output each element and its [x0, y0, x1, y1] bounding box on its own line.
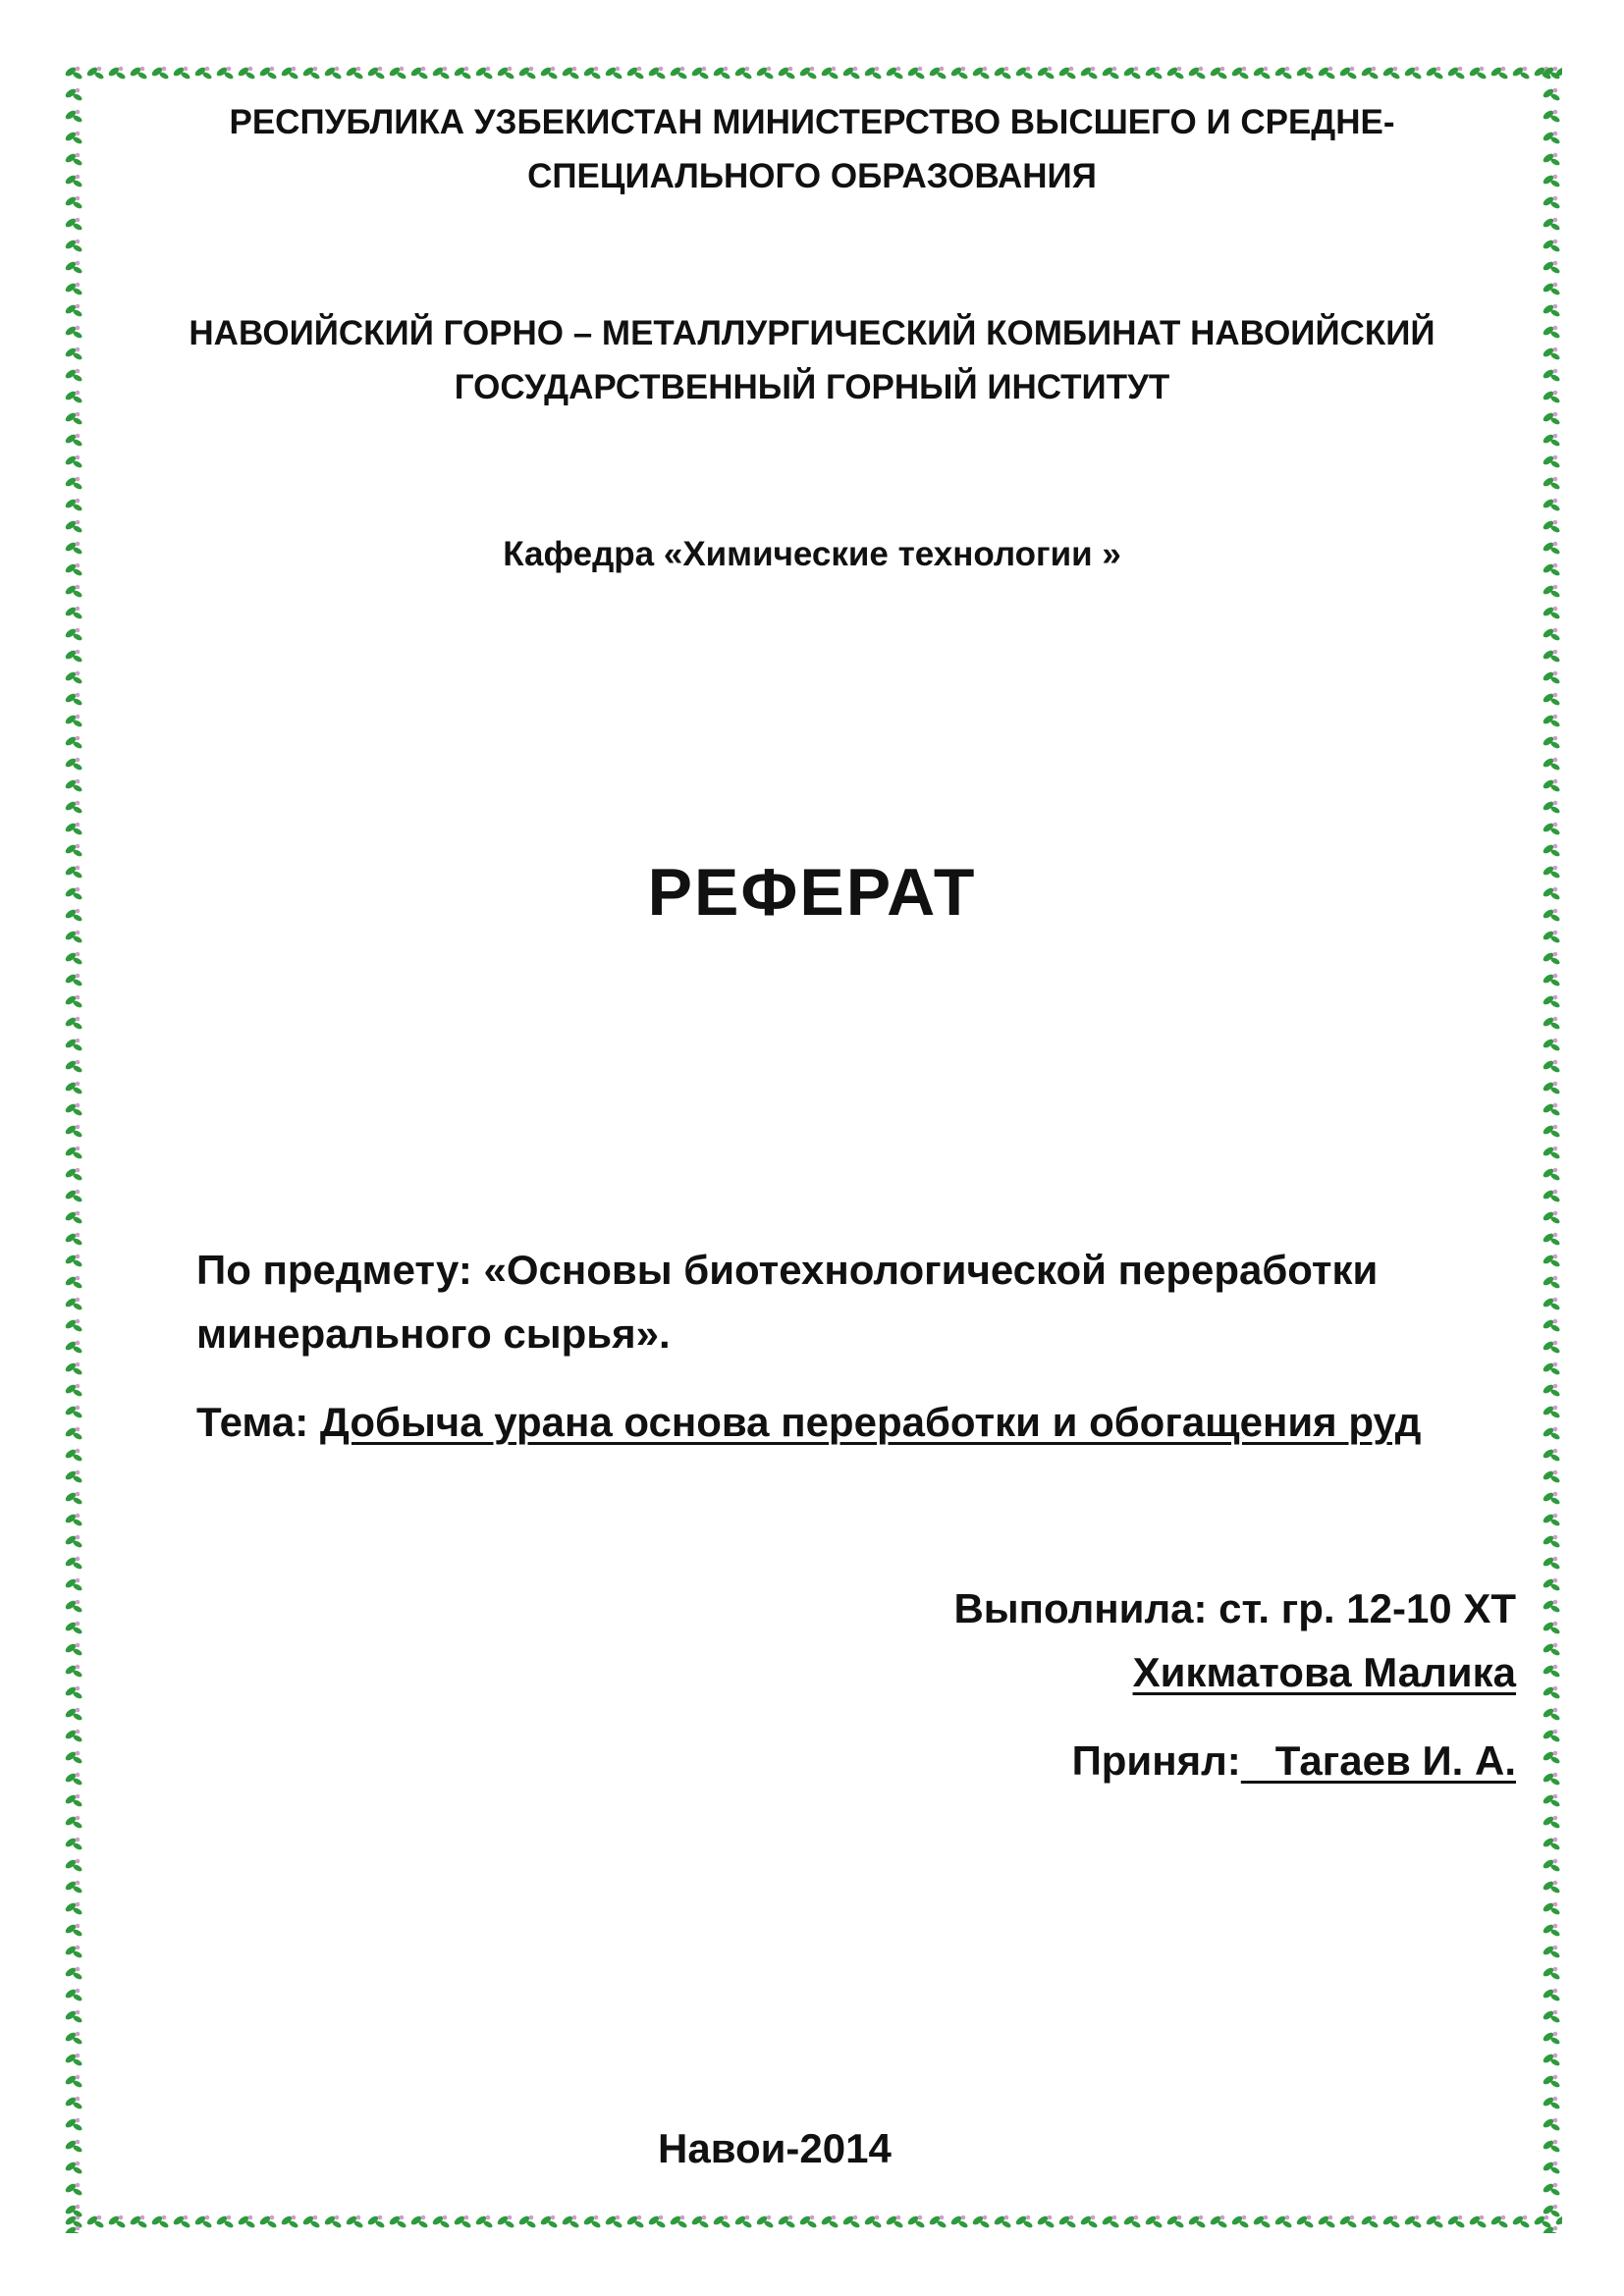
topic-line: [196, 1399, 1421, 1446]
document-title: РЕФЕРАТ: [647, 855, 977, 930]
header-ministry-line1: РЕСПУБЛИКА УЗБЕКИСТАН МИНИСТЕРСТВО ВЫСШЕГО И СРЕДНЕ-: [229, 103, 1395, 141]
subject-line2: минерального сырья».: [196, 1310, 671, 1357]
decorative-border-bottom: [63, 2212, 1562, 2233]
author-label: Выполнила: ст. гр. 12-10 ХТ: [953, 1585, 1516, 1631]
topic-label: Тема:: [196, 1399, 320, 1445]
header-institute-line2: ГОСУДАРСТВЕННЫЙ ГОРНЫЙ ИНСТИТУТ: [454, 368, 1170, 406]
decorative-border-top: [63, 63, 1562, 84]
reviewer-label: Принял:: [1071, 1737, 1241, 1784]
subject-line1: По предмету: «Основы биотехнологической переработки: [196, 1247, 1379, 1293]
reviewer-name: Тагаев И. А.: [1240, 1737, 1516, 1784]
header-institute-line1: НАВОИЙСКИЙ ГОРНО – МЕТАЛЛУРГИЧЕСКИЙ КОМБИНАТ НАВОИЙСКИЙ: [189, 314, 1435, 352]
topic-value: Добыча урана основа переработки и обогащения руд: [319, 1399, 1422, 1445]
department-name: Кафедра «Химические технологии »: [503, 535, 1121, 573]
author-name: Хикматова Малика: [1132, 1649, 1516, 1695]
reviewer-line: [1072, 1737, 1516, 1785]
footer-city-year: Навои-2014: [658, 2125, 892, 2171]
header-ministry-line2: СПЕЦИАЛЬНОГО ОБРАЗОВАНИЯ: [527, 157, 1097, 195]
